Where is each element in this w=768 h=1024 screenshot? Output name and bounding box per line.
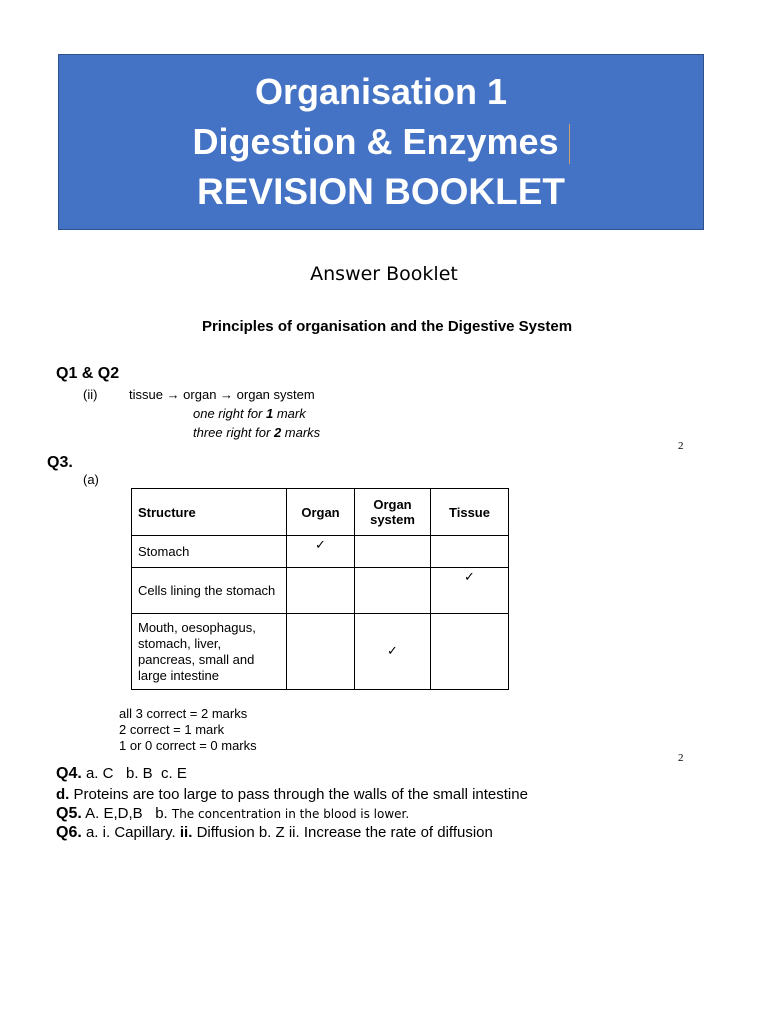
note-1-post: mark (273, 406, 306, 421)
cell-organ (287, 614, 355, 690)
section-title: Principles of organisation and the Digestive System (201, 318, 573, 335)
table-row (132, 568, 509, 614)
q4d-line (56, 786, 528, 803)
banner-title-line-2-text: Digestion & Enzymes (192, 121, 559, 162)
header-organ: Organ (287, 489, 355, 536)
q4d-text: Proteins are too large to pass through the walls of the small intestine (73, 786, 528, 803)
q4d-label: d. (56, 786, 70, 803)
cell-organ-system (355, 568, 431, 614)
answer-booklet-heading: Answer Booklet (310, 263, 458, 285)
banner-title-line-2 (192, 117, 569, 167)
q6-text-1: a. i. Capillary. (85, 824, 180, 841)
q5-b-text: The concentration in the blood is lower. (171, 807, 410, 821)
header-structure: Structure (132, 489, 287, 536)
q1q2-note-2 (193, 425, 320, 440)
cell-structure: Cells lining the stomach (132, 568, 287, 614)
header-organ-system: Organ system (355, 489, 431, 536)
q4-answers: a. C b. B c. E (85, 765, 187, 782)
scoring-line-3: 1 or 0 correct = 0 marks (119, 738, 257, 753)
header-tissue: Tissue (431, 489, 509, 536)
q6-line (56, 824, 493, 842)
q6-text-2: Diffusion b. Z ii. Increase the rate of diffusion (192, 824, 493, 841)
scoring-line-1: all 3 correct = 2 marks (119, 706, 248, 721)
cell-tissue (431, 614, 509, 690)
structure-table (131, 488, 509, 690)
q5-line (56, 805, 409, 823)
cell-organ-system (355, 536, 431, 568)
table-header-row (132, 489, 509, 536)
tick-icon: ✓ (355, 614, 431, 690)
q1q2-marks: 2 (678, 440, 684, 452)
q5-a-text: A. E,D,B (85, 805, 143, 822)
q3-marks: 2 (678, 752, 684, 764)
scoring-line-2: 2 correct = 1 mark (119, 722, 225, 737)
q4-label: Q4. (56, 765, 82, 782)
table-row (132, 536, 509, 568)
note-2-bold: 2 (273, 425, 282, 440)
q3-part: (a) (83, 472, 99, 487)
q6-label: Q6. (56, 824, 82, 841)
q6-bold: ii. (179, 824, 193, 841)
cell-structure: Mouth, oesophagus, stomach, liver, pancreas, small and large intestine (132, 614, 287, 690)
banner-title-line-3: REVISION BOOKLET (197, 171, 565, 212)
title-banner (58, 54, 704, 230)
note-2-pre: three right for (193, 425, 274, 440)
cell-structure: Stomach (132, 536, 287, 568)
cell-tissue (431, 536, 509, 568)
tick-icon: ✓ (431, 568, 509, 614)
q5-label: Q5. (56, 805, 82, 822)
table-row (132, 614, 509, 690)
cell-organ (287, 568, 355, 614)
note-1-bold: 1 (266, 406, 274, 421)
tick-icon: ✓ (287, 536, 355, 568)
q1q2-part: (ii) (83, 387, 98, 402)
text-cursor (569, 124, 570, 164)
q1q2-note-1 (193, 406, 306, 421)
q1q2-label: Q1 & Q2 (56, 365, 120, 382)
q4-line (56, 765, 187, 783)
note-1-pre: one right for (193, 406, 266, 421)
banner-title-line-1: Organisation 1 (254, 71, 508, 112)
q5-b-label: b. (155, 805, 168, 822)
q1q2-answer: tissue → organ → organ system (129, 387, 315, 402)
note-2-post: marks (281, 425, 321, 440)
q3-label: Q3. (47, 454, 73, 471)
